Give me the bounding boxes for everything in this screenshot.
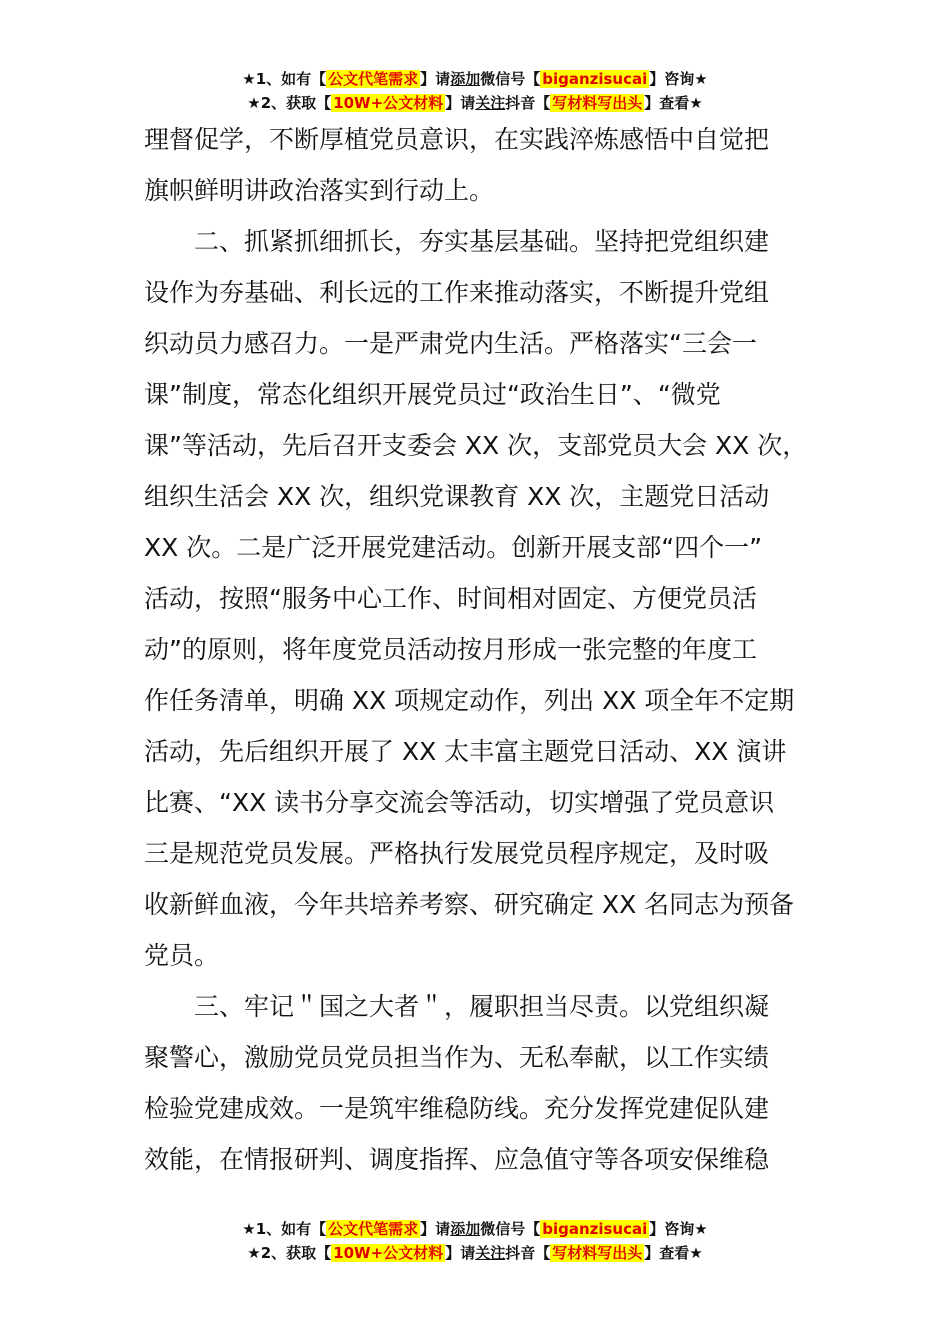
paragraph-line: 课”等活动，先后召开支委会 XX 次，支部党员大会 XX 次， (144, 431, 808, 460)
wechat-id-highlight: biganzisucai (542, 1220, 648, 1238)
add-underlined-text: 添加 (450, 1220, 481, 1238)
paragraph-line: 组织生活会 XX 次，组织党课教育 XX 次，主题党日活动 (144, 482, 770, 511)
paragraph-line: 作任务清单，明确 XX 项规定动作，列出 XX 项全年不定期 (144, 686, 795, 715)
paragraph-line: 效能，在情报研判、调度指挥、应急值守等各项安保维稳 (144, 1145, 770, 1174)
section-heading-line: 三、牢记＂国之大者＂，履职担当尽责。以党组织凝 (194, 992, 770, 1021)
promo-line-2-prefix: ★2、获取【 (247, 94, 332, 112)
promo-line-1-text-2: 微信号【 (480, 1220, 541, 1238)
promo-line-2-text-2: 抖音【 (505, 94, 551, 112)
promo-line-2-text-2: 抖音【 (505, 1244, 551, 1262)
paragraph-line: 设作为夯基础、利长远的工作来推动落实，不断提升党组 (144, 278, 770, 307)
wechat-id-highlight: biganzisucai (542, 70, 648, 88)
promo-line-2-suffix: 】查看★ (644, 94, 703, 112)
paragraph-line: 旗帜鲜明讲政治落实到行动上。 (144, 176, 495, 205)
douyin-account-highlight: 写材料写出头 (552, 94, 643, 112)
paragraph-line: 三是规范党员发展。严格执行发展党员程序规定，及时吸 (144, 839, 770, 868)
add-underlined-text: 添加 (450, 70, 481, 88)
promo-line-2-suffix: 】查看★ (644, 1244, 703, 1262)
follow-underlined-text: 关注 (475, 1244, 506, 1262)
paragraph-line: 收新鲜血液，今年共培养考察、研究确定 XX 名同志为预备 (144, 890, 795, 919)
promo-line-1-prefix: ★1、如有【 (242, 70, 327, 88)
material-offer-highlight: 10W+公文材料 (333, 1244, 444, 1262)
follow-underlined-text: 关注 (475, 94, 506, 112)
promo-line-2-prefix: ★2、获取【 (247, 1244, 332, 1262)
promo-footer (0, 1217, 950, 1265)
paragraph-line: 活动，先后组织开展了 XX 太丰富主题党日活动、XX 演讲 (144, 737, 787, 766)
paragraph-line: 活动，按照“服务中心工作、时间相对固定、方便党员活 (144, 584, 757, 613)
promo-line-2-text: 】请 (445, 1244, 476, 1262)
paragraph-line: 检验党建成效。一是筑牢维稳防线。充分发挥党建促队建 (144, 1094, 770, 1123)
paragraph-line: 比赛、“XX 读书分享交流会等活动，切实增强了党员意识 (144, 788, 775, 817)
promo-line-1-text-2: 微信号【 (480, 70, 541, 88)
section-heading-line: 二、抓紧抓细抓长，夯实基层基础。坚持把党组织建 (194, 227, 770, 256)
promo-line-1-prefix: ★1、如有【 (242, 1220, 327, 1238)
material-offer-highlight: 10W+公文材料 (333, 94, 444, 112)
promo-line-2 (0, 91, 950, 115)
ghostwriting-service-highlight: 公文代笔需求 (328, 1220, 419, 1238)
ghostwriting-service-highlight: 公文代笔需求 (328, 70, 419, 88)
promo-line-1 (0, 67, 950, 91)
paragraph-line: 动”的原则，将年度党员活动按月形成一张完整的年度工 (144, 635, 757, 664)
promo-header (0, 67, 950, 115)
paragraph-line: 党员。 (144, 941, 220, 970)
paragraph-line: 课”制度，常态化组织开展党员过“政治生日”、“微党 (144, 380, 721, 409)
paragraph-line: 聚警心，激励党员党员担当作为、无私奉献，以工作实绩 (144, 1043, 770, 1072)
douyin-account-highlight: 写材料写出头 (552, 1244, 643, 1262)
promo-line-2 (0, 1241, 950, 1265)
promo-line-1-text: 】请 (420, 1220, 451, 1238)
promo-line-1-suffix: 】咨询★ (649, 1220, 708, 1238)
promo-line-1-suffix: 】咨询★ (649, 70, 708, 88)
paragraph-line: XX 次。二是广泛开展党建活动。创新开展支部“四个一” (144, 533, 763, 562)
paragraph-line: 理督促学，不断厚植党员意识，在实践淬炼感悟中自觉把 (144, 125, 770, 154)
promo-line-2-text: 】请 (445, 94, 476, 112)
document-body (144, 114, 824, 1185)
paragraph-line: 织动员力感召力。一是严肃党内生活。严格落实“三会一 (144, 329, 757, 358)
promo-line-1-text: 】请 (420, 70, 451, 88)
promo-line-1 (0, 1217, 950, 1241)
